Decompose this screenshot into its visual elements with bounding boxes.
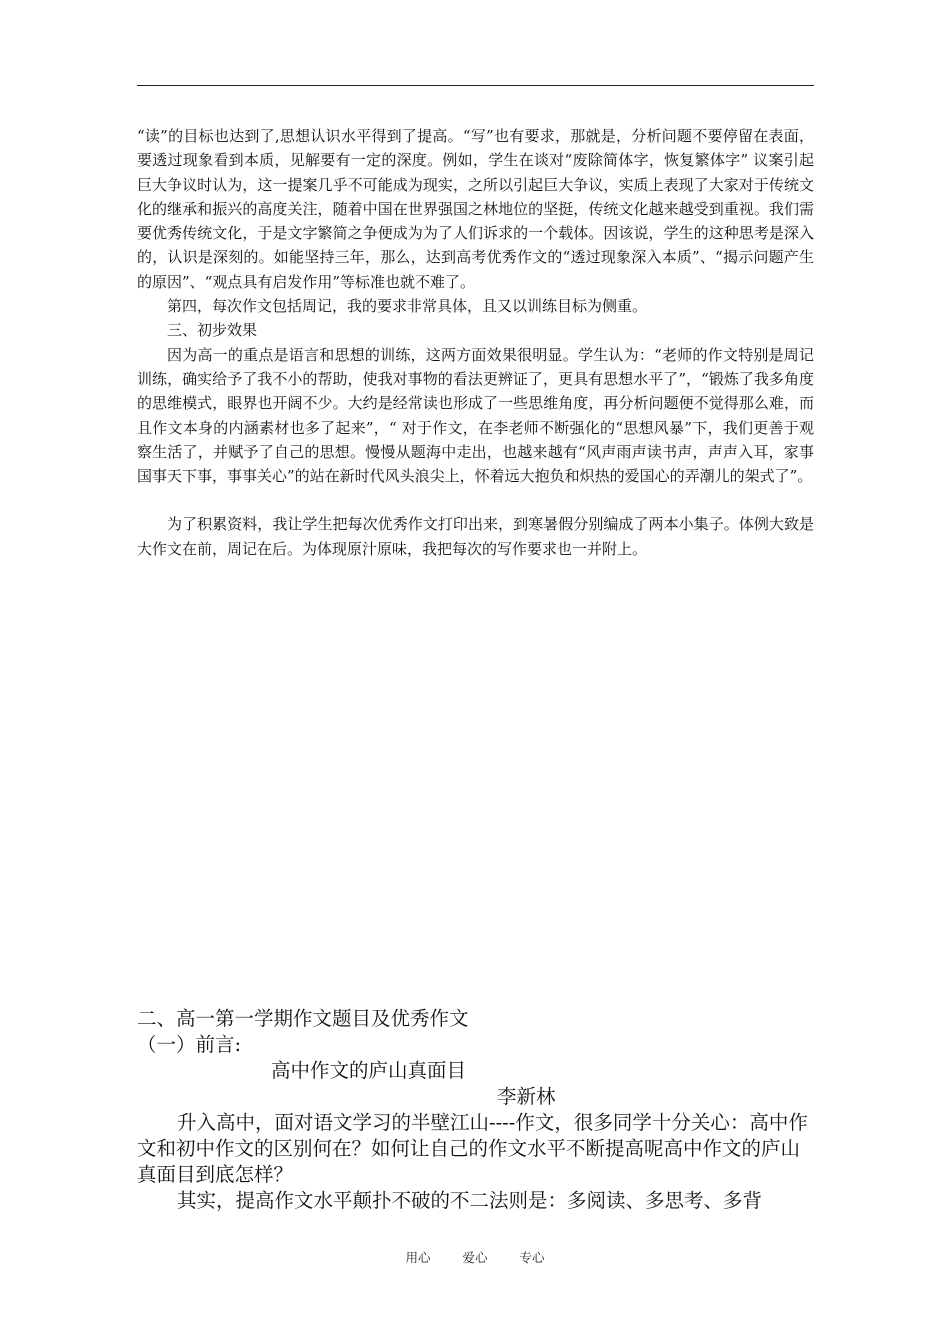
section-heading-results: 三、初步效果 bbox=[167, 321, 258, 340]
section-two bbox=[137, 1006, 814, 1214]
section-two-heading: 二、高一第一学期作文题目及优秀作文 bbox=[137, 1007, 469, 1030]
header-rule bbox=[137, 85, 814, 86]
paragraph-read-write: “读”的目标也达到了,思想认识水平得到了提高。“写”也有要求，那就是，分析问题不要停留在表面，要透过现象看到本质，见解要有一定的深度。例如，学生在谈对“废除简体字，恢复繁体字” 议案引起巨大争议时认为，这一提案几乎不可能成为现实，之所以引起巨大争议，实质上表现了大家对于传统文化的继承和振兴的高度关注，随着中国在世界强国之林地位的坚挺，传统文化越来越受到重视。我们需要优秀传统文化，于是文字繁简之争便成为为了人们诉求的一个载体。因该说，学生的这种思考是深入的，认识是深刻的。如能坚持三年，那么，达到高考优秀作文的“透过现象深入本质”、“揭示问题产生的原因”、“观点具有启发作用”等标准也就不难了。 bbox=[137, 127, 814, 291]
footer-item: 爱心 bbox=[462, 1250, 488, 1265]
paragraph-collection: 为了积累资料，我让学生把每次优秀作文打印出来，到寒暑假分别编成了两本小集子。体例大致是大作文在前，周记在后。为体现原汁原味，我把每次的写作要求也一并附上。 bbox=[137, 515, 814, 558]
article-paragraph-1: 升入高中，面对语文学习的半壁江山----作文，很多同学十分关心：高中作文和初中作文的区别何在？如何让自己的作文水平不断提高呢高中作文的庐山真面目到底怎样？ bbox=[137, 1111, 808, 1186]
paragraph-gap bbox=[137, 488, 814, 512]
body-text bbox=[137, 124, 814, 561]
footer-item: 用心 bbox=[405, 1250, 431, 1265]
article-author: 李新林 bbox=[497, 1085, 556, 1108]
paragraph-results: 因为高一的重点是语言和思想的训练，这两方面效果很明显。学生认为：“老师的作文特别是周记训练，确实给予了我不小的帮助，使我对事物的看法更辨证了，更具有思想水平了”，“锻炼了我多角度的思维模式，眼界也开阔不少。大约是经常读也形成了一些思维角度，再分析问题便不觉得那么难，而且作文本身的内涵素材也多了起来”，“ 对于作文，在李老师不断强化的“思想风暴”下，我们更善于观察生活了，并赋予了自己的思想。慢慢从题海中走出，也越来越有“风声雨声读书声，声声入耳，家事国事天下事，事事关心”的站在新时代风头浪尖上，怀着远大抱负和炽热的爱国心的弄潮儿的架式了”。 bbox=[137, 345, 814, 486]
section-two-subheading: （一）前言: bbox=[137, 1033, 242, 1056]
article-title: 高中作文的庐山真面目 bbox=[271, 1059, 467, 1082]
footer-item: 专心 bbox=[519, 1250, 545, 1265]
page-footer bbox=[0, 1248, 950, 1266]
paragraph-fourth: 第四，每次作文包括周记，我的要求非常具体，且又以训练目标为侧重。 bbox=[167, 297, 648, 316]
article-paragraph-2: 其实，提高作文水平颠扑不破的不二法则是：多阅读、多思考、多背 bbox=[177, 1189, 763, 1212]
